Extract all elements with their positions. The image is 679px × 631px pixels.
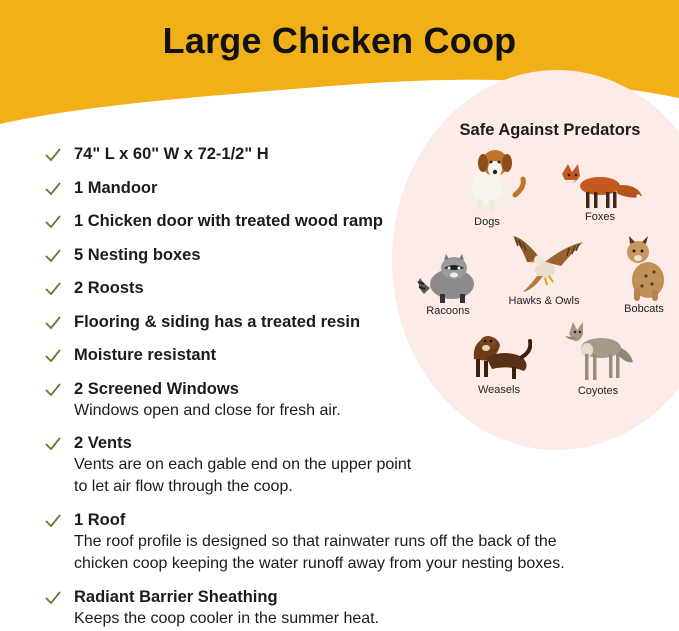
check-icon bbox=[44, 280, 62, 298]
predator-label-dogs: Dogs bbox=[474, 216, 500, 228]
check-icon bbox=[44, 381, 62, 399]
predator-label-hawks-owls: Hawks & Owls bbox=[508, 295, 580, 307]
feature-title: 2 Vents bbox=[74, 434, 132, 452]
predator-panel-title: Safe Against Predators bbox=[459, 121, 641, 139]
bobcat-icon bbox=[616, 236, 672, 302]
predator-dogs bbox=[437, 147, 537, 228]
predator-weasels bbox=[462, 331, 536, 396]
weasel-icon bbox=[466, 331, 532, 383]
predator-hawks-owls bbox=[500, 232, 588, 307]
predator-label-coyotes: Coyotes bbox=[577, 385, 619, 397]
feature-description: The roof profile is designed so that rainwater runs off the back of the bbox=[74, 533, 557, 550]
check-icon bbox=[44, 213, 62, 231]
predator-label-foxes: Foxes bbox=[585, 211, 615, 223]
fox-icon bbox=[556, 160, 644, 210]
predator-foxes bbox=[555, 160, 645, 223]
predator-label-bobcats: Bobcats bbox=[624, 303, 664, 315]
feature-description: Vents are on each gable end on the upper point bbox=[74, 456, 412, 473]
feature-description: Keeps the coop cooler in the summer heat. bbox=[74, 610, 380, 627]
feature-title: 1 Roof bbox=[74, 511, 126, 529]
check-icon bbox=[44, 180, 62, 198]
feature-description: Windows open and close for fresh air. bbox=[74, 402, 341, 419]
check-icon bbox=[44, 247, 62, 265]
predator-racoons bbox=[408, 250, 488, 317]
feature-title: 2 Roosts bbox=[74, 279, 144, 297]
predator-bobcats bbox=[604, 236, 679, 315]
check-icon bbox=[44, 146, 62, 164]
feature-title: 2 Screened Windows bbox=[74, 380, 239, 398]
dog-icon bbox=[447, 147, 527, 215]
feature-description: to let air flow through the coop. bbox=[74, 478, 293, 495]
feature-title: 74" L x 60" W x 72-1/2" H bbox=[74, 145, 269, 163]
coyote-icon bbox=[561, 320, 635, 384]
page-title: Large Chicken Coop bbox=[162, 20, 517, 61]
predator-label-weasels: Weasels bbox=[478, 384, 520, 396]
predator-label-racoons: Racoons bbox=[426, 305, 470, 317]
check-icon bbox=[44, 347, 62, 365]
feature-title: 1 Mandoor bbox=[74, 179, 158, 197]
raccoon-icon bbox=[414, 250, 482, 304]
check-icon bbox=[44, 512, 62, 530]
check-icon bbox=[44, 314, 62, 332]
check-icon bbox=[44, 589, 62, 607]
predator-coyotes bbox=[560, 320, 636, 397]
check-icon bbox=[44, 435, 62, 453]
feature-title: Radiant Barrier Sheathing bbox=[74, 588, 278, 606]
feature-description: chicken coop keeping the water runoff away from your nesting boxes. bbox=[74, 555, 565, 572]
feature-title: 1 Chicken door with treated wood ramp bbox=[74, 212, 383, 230]
feature-title: Flooring & siding has a treated resin bbox=[74, 313, 361, 331]
feature-title: Moisture resistant bbox=[74, 346, 217, 364]
hawk-icon bbox=[503, 232, 585, 294]
feature-title: 5 Nesting boxes bbox=[74, 246, 201, 264]
